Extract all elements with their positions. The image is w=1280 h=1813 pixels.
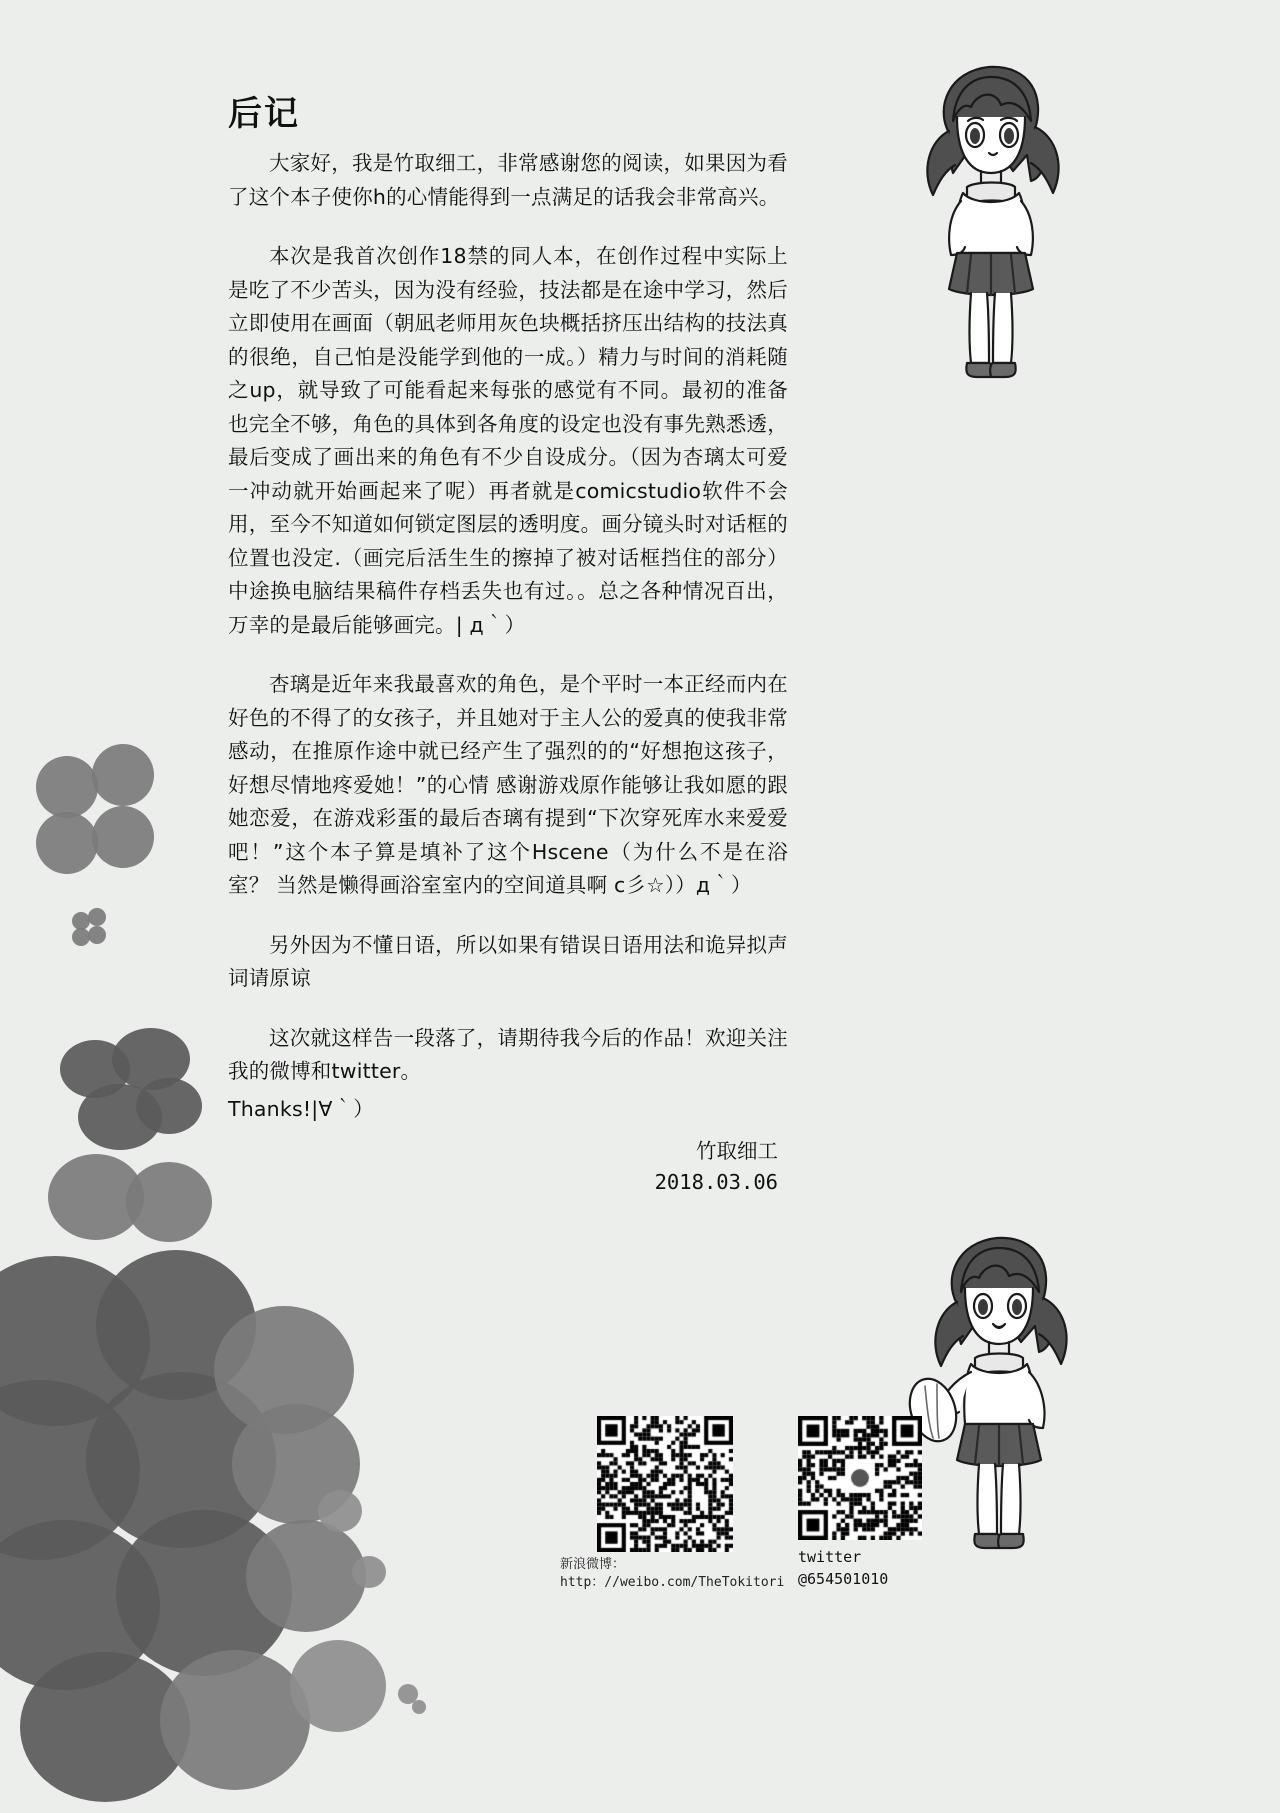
paragraph-1: 大家好，我是竹取细工，非常感谢您的阅读，如果因为看了这个本子使你h的心情能得到一点满足的话我会非常高兴。 <box>228 151 788 209</box>
weibo-qr-code[interactable] <box>597 1416 733 1552</box>
chibi-character-bottom <box>905 1230 1085 1570</box>
paragraph-5: 这次就这样告一段落了，请期待我今后的作品！欢迎关注我的微博和twitter。 <box>228 1025 788 1084</box>
paragraph-3: 杏璃是近年来我最喜欢的角色，是个平时一本正经而内在好色的不得了的女孩子，并且她对于主人公的爱真的使我非常感动，在推原作途中就已经产生了强烈的的“好想抱这孩子，好想尽情地疼爱她！”的心情 感谢游戏原作能够让我如愿的跟她恋爱，在游戏彩蛋的最后杏璃有提到“下次穿死库水来爱爱吧！”这个本子算是填补了这个Hscene（为什么不是在浴室？ 当然是懒得画浴室室内的空间道具啊 c彡☆））д｀） <box>228 672 788 898</box>
signature-name: 竹取细工 <box>696 1139 778 1164</box>
twitter-caption <box>798 1546 1018 1590</box>
weibo-label: 新浪微博： <box>560 1557 626 1572</box>
paragraph-4: 另外因为不懂日语，所以如果有错误日语用法和诡异拟声词请原谅 <box>228 932 788 991</box>
afterword-text-column <box>228 96 788 1198</box>
weibo-url[interactable]: http：//weibo.com/TheTokitori <box>560 1575 785 1590</box>
paragraph-2: 本次是我首次创作18禁的同人本，在创作过程中实际上是吃了不少苦头，因为没有经验，技法都是在途中学习，然后立即使用在画面（朝凪老师用灰色块概括挤压出结构的技法真的很绝，自己怕是没能学到他的一成。）精力与时间的消耗随之up，就导致了可能看起来每张的感觉有不同。最初的准备也完全不够，角色的具体到各角度的设定也没有事先熟悉透，最后变成了画出来的角色有不少自设成分。（因为杏璃太可爱一冲动就开始画起来了呢）再者就是comicstudio软件不会用，至今不知道如何锁定图层的透明度。画分镜头时对话框的位置也没定.（画完后活生生的擦掉了被对话框挡住的部分）中途换电脑结果稿件存档丢失也有过。。总之各种情况百出，万幸的是最后能够画完。| д｀） <box>228 244 788 637</box>
chibi-character-top <box>905 55 1075 395</box>
signature-block <box>228 1136 788 1198</box>
thanks-line: Thanks!|∀｀） <box>228 1096 374 1121</box>
twitter-handle[interactable]: @654501010 <box>798 1570 889 1588</box>
twitter-qr-code[interactable] <box>798 1416 922 1540</box>
signature-date: 2018.03.06 <box>654 1170 778 1195</box>
page-title: 后记 <box>228 94 300 134</box>
twitter-label: twitter <box>798 1548 862 1566</box>
